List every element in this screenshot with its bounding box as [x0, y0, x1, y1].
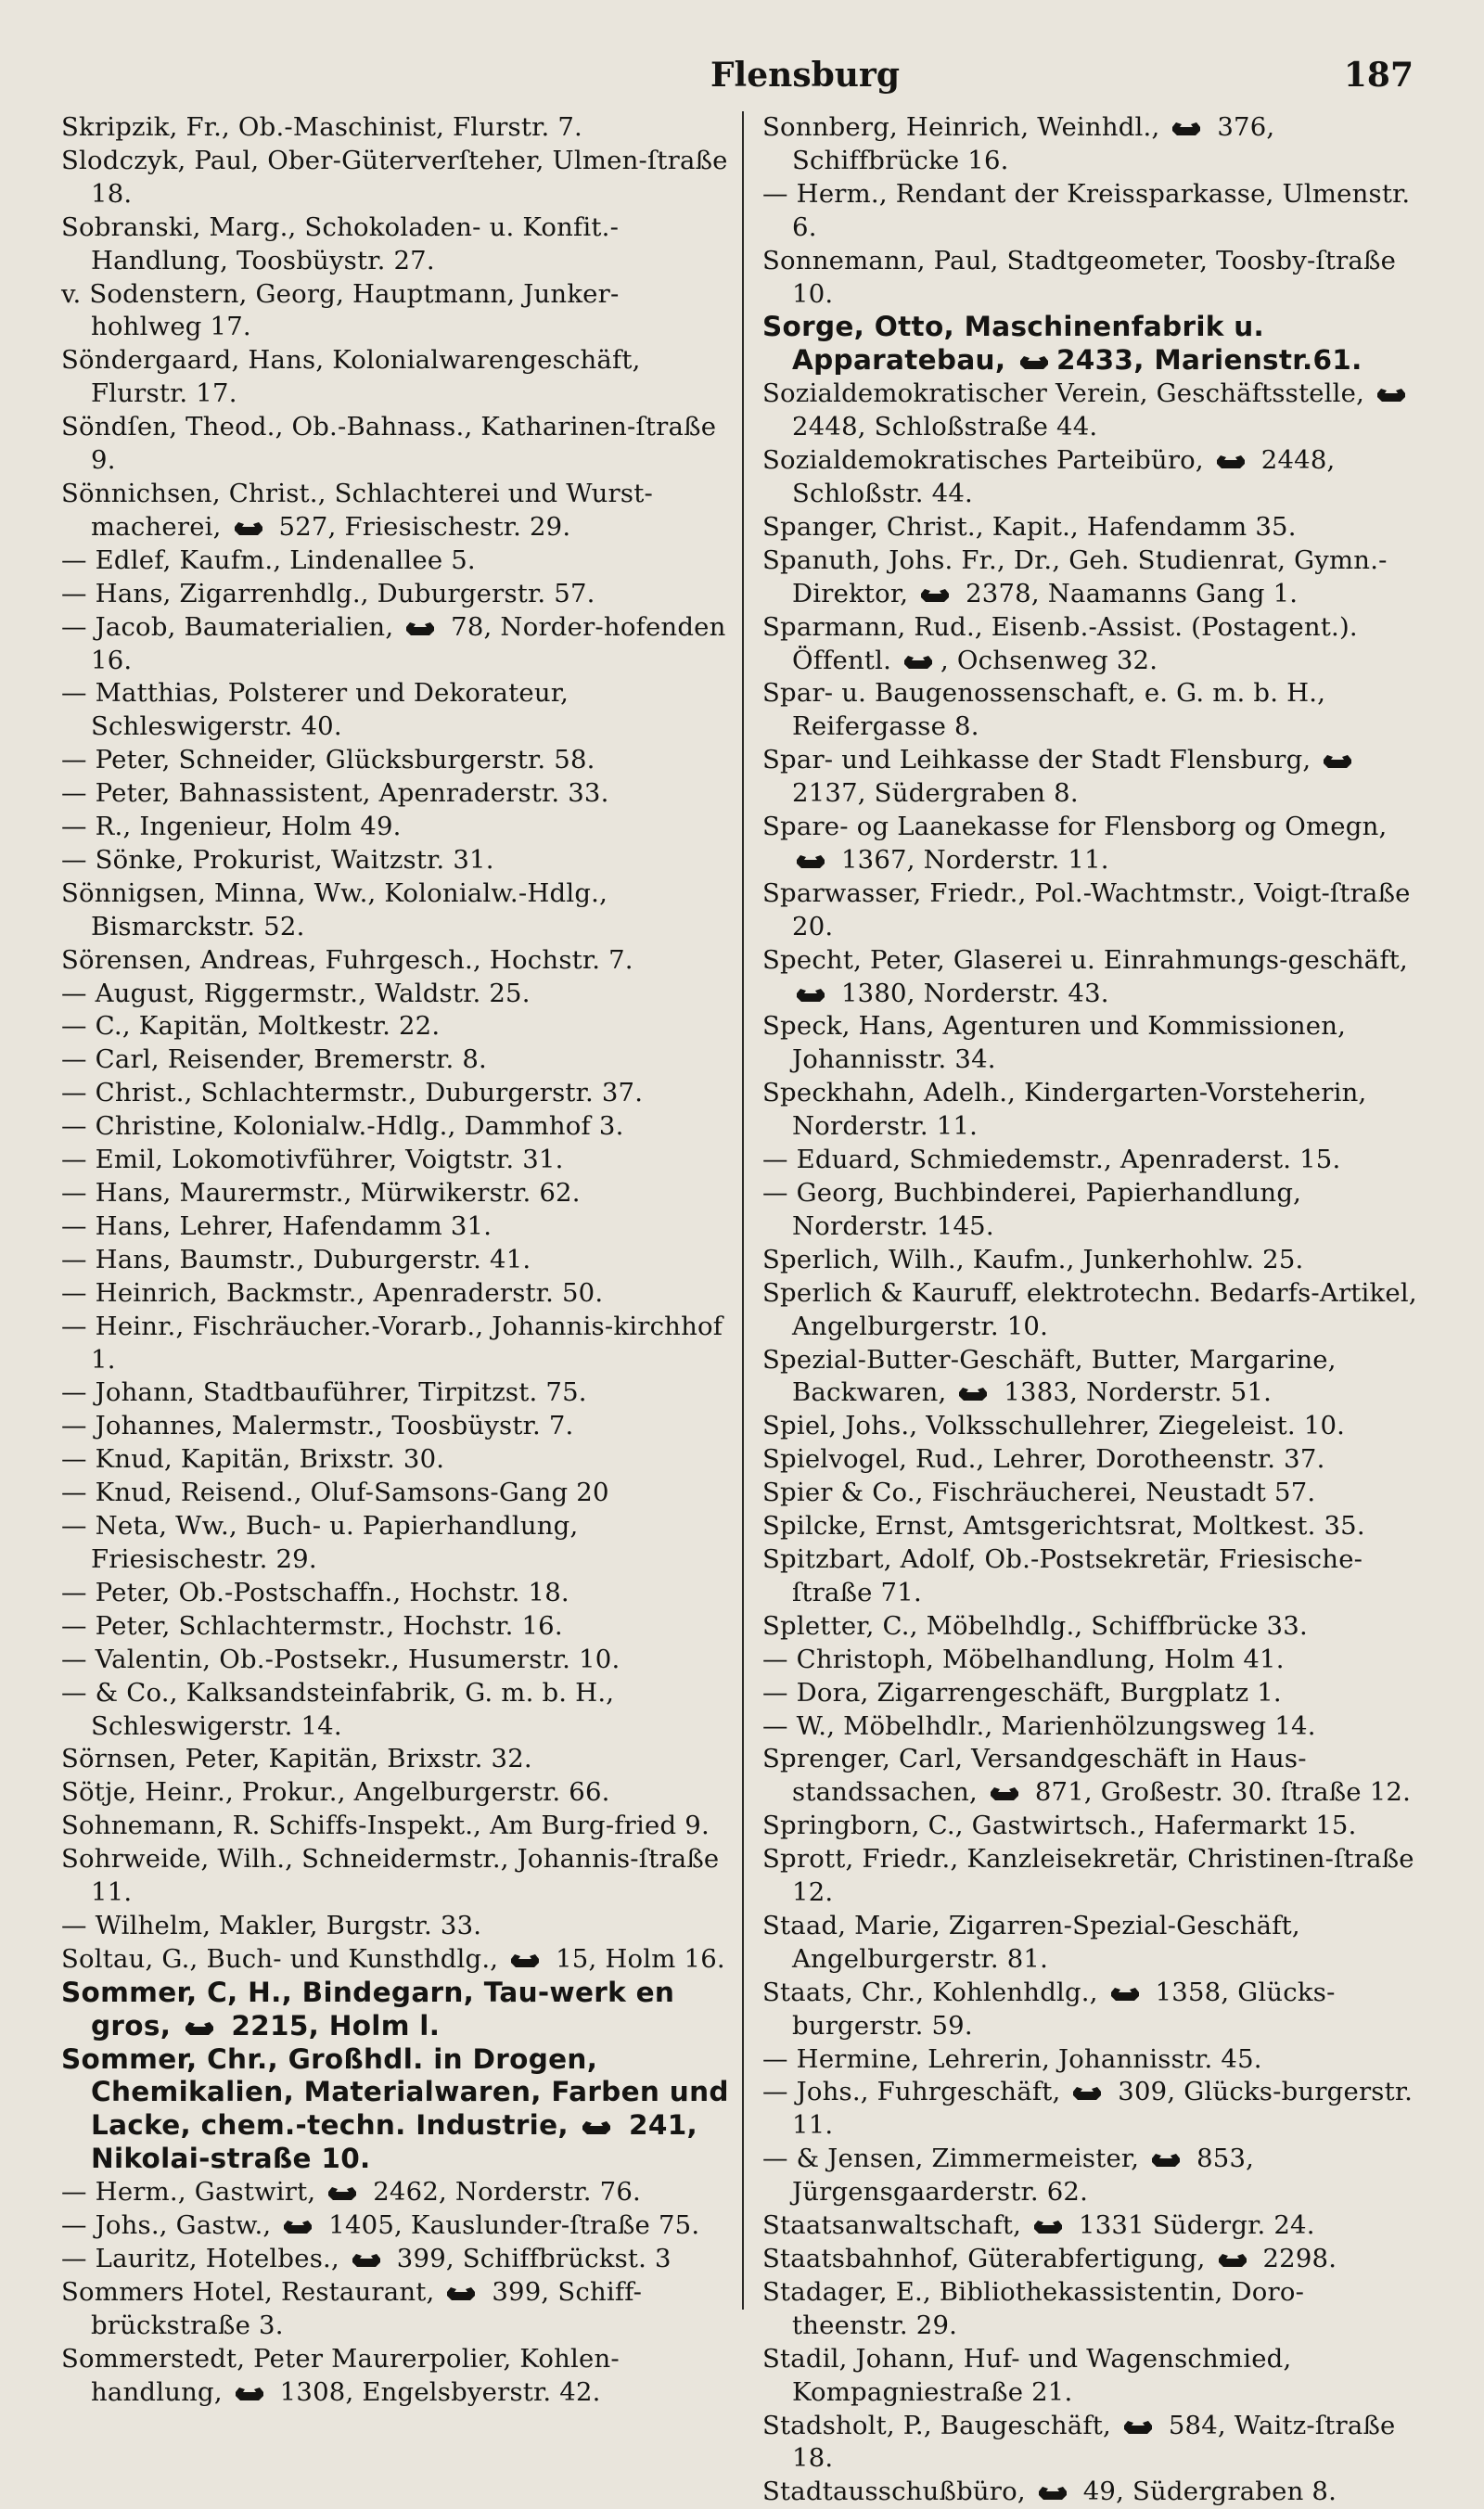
telephone-icon [1038, 2485, 1068, 2502]
entry-text: Sonnberg, Heinrich, Weinhdl., [762, 112, 1169, 142]
entry-text: Sommer, C, H., Bindegarn, Tau-werk en gros, [61, 1976, 675, 2042]
entry-text: — Peter, Schneider, Glücksburgerstr. 58. [61, 745, 595, 775]
entry-text: — Carl, Reisender, Bremerstr. 8. [61, 1044, 487, 1075]
entry-text: , Ochsenweg 32. [940, 645, 1158, 675]
entry-text: 527, Friesischestr. 29. [270, 511, 571, 542]
telephone-icon [958, 1386, 988, 1402]
telephone-icon [796, 987, 825, 1004]
entry-text: — Georg, Buchbinderei, Papierhandlung, Norderstr. 145. [762, 1178, 1302, 1241]
directory-entry [61, 1610, 729, 1644]
directory-entry [762, 1743, 1419, 1810]
directory-entry [61, 2209, 729, 2243]
directory-entry [762, 1177, 1419, 1244]
directory-entry [762, 2410, 1419, 2477]
entry-text: Soltau, G., Buch- und Kunsthdlg., [61, 1943, 507, 1974]
directory-entry [61, 1843, 729, 1910]
directory-entry [762, 744, 1419, 811]
entry-text: — Neta, Ww., Buch- u. Papierhandlung, Friesischestr. 29. [61, 1511, 579, 1574]
directory-entry [61, 811, 729, 844]
directory-entry [61, 2243, 729, 2276]
entry-text: Spanger, Christ., Kapit., Hafendamm 35. [762, 511, 1297, 542]
directory-entry [762, 1543, 1419, 1610]
directory-entry [762, 611, 1419, 678]
directory-entry [61, 1943, 729, 1977]
left-column [61, 111, 729, 2410]
page-number: 187 [1343, 56, 1414, 95]
telephone-icon [327, 2185, 357, 2202]
directory-entry [61, 611, 729, 678]
entry-text: — Edlef, Kaufm., Lindenallee 5. [61, 544, 476, 575]
directory-entry [762, 1710, 1419, 1744]
directory-entry [762, 2076, 1419, 2143]
entry-text: — & Co., Kalksandsteinfabrik, G. m. b. H., Schleswigerstr. 14. [61, 1677, 615, 1741]
entry-text: 2298. [1254, 2244, 1337, 2273]
directory-entry [762, 1344, 1419, 1411]
entry-text: 871, Großestr. 30. ſtraße 12. [1026, 1777, 1412, 1808]
entry-text: Staad, Marie, Zigarren-Spezial-Geschäft, Angelburgerstr. 81. [762, 1910, 1300, 1974]
directory-entry [762, 1077, 1419, 1144]
entry-text: Spier & Co., Fischräucherei, Neustadt 57. [762, 1478, 1316, 1508]
directory-entry [61, 278, 729, 345]
entry-text: — Herm., Gastwirt, [61, 2177, 325, 2208]
entry-text: Spiel, Johs., Volksschullehrer, Ziegeleist. 10. [762, 1411, 1346, 1441]
entry-text: 15, Holm 16. [547, 1943, 725, 1974]
page-header [61, 56, 1419, 109]
entry-text: — Heinrich, Backmstr., Apenraderstr. 50. [61, 1277, 604, 1308]
directory-entry [61, 1410, 729, 1443]
directory-entry [61, 2043, 729, 2177]
entry-text: 1380, Norderstr. 43. [833, 978, 1109, 1008]
entry-text: 241, Nikolai-straße 10. [91, 2109, 698, 2175]
entry-text: — Dora, Zigarrengeschäft, Burgplatz 1. [762, 1677, 1282, 1708]
directory-entry [762, 2243, 1419, 2276]
directory-entry [61, 1311, 729, 1377]
entry-text: 399, Schiffbrückst. 3 [388, 2244, 672, 2273]
directory-entry [61, 1144, 729, 1177]
directory-entry [61, 1644, 729, 1677]
entry-text: 853, Jürgensgaarderstr. 62. [792, 2144, 1255, 2208]
entry-text: — Wilhelm, Makler, Burgstr. 33. [61, 1910, 482, 1940]
entry-text: Stadsholt, P., Baugeschäft, [762, 2410, 1119, 2440]
entry-text: Sohrweide, Wilh., Schneidermstr., Johannis-ſtraße 11. [61, 1844, 720, 1908]
telephone-icon [1218, 2252, 1247, 2269]
entry-text: — W., Möbelhdlr., Marienhölzungsweg 14. [762, 1710, 1316, 1741]
directory-entry [61, 411, 729, 478]
directory-entry [61, 1010, 729, 1043]
directory-entry [61, 111, 729, 145]
directory-entry [762, 1144, 1419, 1177]
entry-text: Sprott, Friedr., Kanzleisekretär, Christinen-ſtraße 12. [762, 1844, 1414, 1908]
directory-entry [61, 2343, 729, 2410]
telephone-icon [1323, 753, 1352, 770]
entry-text: Sorge, Otto, Maschinenfabrik u. Apparatebau, [762, 311, 1265, 377]
directory-entry [762, 1910, 1419, 1977]
entry-text: 2462, Norderstr. 76. [365, 2177, 642, 2208]
directory-entry [61, 1177, 729, 1210]
entry-text: Sötje, Heinr., Prokur., Angelburgerstr. 66. [61, 1777, 610, 1808]
entry-text: 1383, Norderstr. 51. [995, 1377, 1273, 1408]
entry-text: — August, Riggermstr., Waldstr. 25. [61, 978, 531, 1008]
entry-text: — Knud, Reisend., Oluf-Samsons-Gang 20 [61, 1478, 609, 1508]
entry-text: — Herm., Rendant der Kreissparkasse, Ulmenstr. 6. [762, 178, 1411, 242]
directory-entry [61, 1677, 729, 1744]
directory-entry [762, 311, 1419, 378]
entry-text: — Jacob, Baumaterialien, [61, 611, 403, 642]
right-column [762, 111, 1419, 2509]
telephone-icon [185, 2020, 214, 2037]
entry-text: Söndſen, Theod., Ob.-Bahnass., Katharinen-ſtraße 9. [61, 412, 717, 476]
entry-text: Speckhahn, Adelh., Kindergarten-Vorsteherin, Norderstr. 11. [762, 1078, 1367, 1142]
entry-text: — Johs., Gastw., [61, 2210, 280, 2241]
telephone-icon [796, 853, 825, 870]
entry-text: Sönnichsen, Christ., Schlachterei und Wurst-macherei, [61, 478, 653, 542]
entry-text: Stadager, E., Bibliothekassistentin, Doro-theenstr. 29. [762, 2276, 1305, 2340]
directory-entry [61, 1376, 729, 1410]
entry-text: — Hans, Baumstr., Duburgerstr. 41. [61, 1244, 531, 1274]
entry-text: — Christine, Kolonialw.-Hdlg., Dammhof 3. [61, 1111, 624, 1142]
telephone-icon [1072, 2085, 1102, 2102]
telephone-icon [1216, 454, 1246, 470]
entry-text: Staatsbahnhof, Güterabfertigung, [762, 2244, 1214, 2273]
directory-entry [762, 1277, 1419, 1344]
directory-entry [61, 1110, 729, 1144]
entry-text: 49, Südergraben 8. [1074, 2477, 1337, 2507]
entry-text: Spanuth, Johs. Fr., Dr., Geh. Studienrat, Gymn.-Direktor, [762, 544, 1388, 608]
entry-text: Sommerstedt, Peter Maurerpolier, Kohlen-handlung, [61, 2343, 620, 2407]
directory-entry [762, 1410, 1419, 1443]
entry-text: 1358, Glücks-burgerstr. 59. [792, 1977, 1336, 2041]
entry-text: 2378, Naamanns Gang 1. [957, 578, 1298, 608]
entry-text: Spielvogel, Rud., Lehrer, Dorotheenstr. 37. [762, 1444, 1325, 1475]
telephone-icon [1151, 2152, 1181, 2169]
entry-text: Spar- und Leihkasse der Stadt Flensburg, [762, 745, 1320, 775]
entry-text: Skripzik, Fr., Ob.-Maschinist, Flurstr. 7. [61, 112, 582, 142]
entry-text: Sommer, Chr., Großhdl. in Drogen, Chemikalien, Materialwaren, Farben und Lacke, chem.-techn. Industrie, [61, 2042, 729, 2142]
entry-text: — Hermine, Lehrerin, Johannisstr. 45. [762, 2043, 1262, 2074]
entry-text: Sperlich, Wilh., Kaufm., Junkerhohlw. 25. [762, 1244, 1304, 1274]
directory-entry [61, 1443, 729, 1477]
directory-entry [762, 2143, 1419, 2209]
entry-text: 1405, Kauslunder-ſtraße 75. [320, 2210, 700, 2241]
entry-text: — Hans, Maurermstr., Mürwikerstr. 62. [61, 1178, 581, 1208]
directory-entry [61, 1810, 729, 1843]
directory-entry [762, 544, 1419, 611]
directory-entry [61, 1244, 729, 1277]
entry-text: Sörensen, Andreas, Fuhrgesch., Hochstr. 7. [61, 944, 633, 975]
directory-entry [762, 2043, 1419, 2077]
entry-text: — Hans, Lehrer, Hafendamm 31. [61, 1210, 493, 1241]
entry-text: 2137, Südergraben 8. [792, 778, 1079, 809]
directory-entry [762, 811, 1419, 877]
telephone-icon [1171, 121, 1201, 137]
directory-entry [762, 378, 1419, 444]
directory-entry [61, 1043, 729, 1077]
directory-entry [61, 578, 729, 611]
city-title: Flensburg [710, 56, 901, 95]
entry-text: 1331 Südergr. 24. [1070, 2210, 1315, 2241]
entry-text: Spezial-Butter-Geschäft, Butter, Margarine, Backwaren, [762, 1344, 1337, 1408]
directory-entry [762, 111, 1419, 178]
entry-text: — Sönke, Prokurist, Waitzstr. 31. [61, 844, 494, 875]
entry-text: 2448, Schloßstr. 44. [792, 445, 1336, 508]
telephone-icon [283, 2219, 313, 2235]
directory-entry [762, 944, 1419, 1011]
entry-text: Speck, Hans, Agenturen und Kommissionen, Johannisstr. 34. [762, 1011, 1347, 1075]
entry-text: — Peter, Schlachtermstr., Hochstr. 16. [61, 1610, 563, 1641]
telephone-icon [582, 2119, 611, 2136]
directory-entry [61, 1776, 729, 1810]
entry-text: Staats, Chr., Kohlenhdlg., [762, 1977, 1107, 2007]
entry-text: — Lauritz, Hotelbes., [61, 2244, 348, 2273]
directory-entry [61, 978, 729, 1011]
column-divider [742, 111, 744, 2310]
directory-entry [762, 178, 1419, 245]
entry-text: 2215, Holm l. [221, 2009, 441, 2042]
directory-entry [762, 1677, 1419, 1710]
entry-text: — Heinr., Fischräucher.-Vorarb., Johannis-kirchhof 1. [61, 1311, 723, 1375]
directory-entry [762, 511, 1419, 544]
telephone-icon [510, 1952, 540, 1969]
directory-entry [762, 877, 1419, 944]
directory-entry [762, 444, 1419, 511]
entry-text: 584, Waitz-ſtraße 18. [792, 2410, 1396, 2474]
entry-text: 78, Norder-hofenden 16. [91, 611, 726, 675]
directory-entry [61, 777, 729, 811]
entry-text: — Johannes, Malermstr., Toosbüystr. 7. [61, 1411, 574, 1441]
entry-text: Sparmann, Rud., Eisenb.-Assist. (Postagent.). Öffentl. [762, 611, 1358, 675]
entry-text: 399, Schiff-brückstraße 3. [91, 2276, 643, 2340]
directory-entry [762, 1810, 1419, 1843]
entry-text: — Hans, Zigarrenhdlg., Duburgerstr. 57. [61, 578, 595, 608]
entry-text: Sozialdemokratisches Parteibüro, [762, 445, 1212, 476]
directory-entry [762, 1010, 1419, 1077]
directory-entry [61, 211, 729, 278]
entry-text: Staatsanwaltschaft, [762, 2210, 1030, 2241]
directory-entry [762, 1244, 1419, 1277]
entry-text: Spilcke, Ernst, Amtsgerichtsrat, Moltkest. 35. [762, 1511, 1365, 1542]
entry-text: Sommers Hotel, Restaurant, [61, 2276, 443, 2307]
telephone-icon [234, 520, 263, 537]
entry-text: Spletter, C., Möbelhdlg., Schiffbrücke 33. [762, 1610, 1308, 1641]
entry-text: — & Jensen, Zimmermeister, [762, 2144, 1148, 2174]
directory-entry [762, 1510, 1419, 1543]
directory-entry [61, 1743, 729, 1776]
entry-text: Slodczyk, Paul, Ober-Güterverſteher, Ulmen-ſtraße 18. [61, 145, 728, 209]
entry-text: Sönnigsen, Minna, Ww., Kolonialw.-Hdlg., Bismarckstr. 52. [61, 877, 608, 941]
directory-entry [61, 344, 729, 411]
entry-text: Spar- u. Baugenossenschaft, e. G. m. b. H., Reifergasse 8. [762, 678, 1326, 742]
directory-entry [61, 1977, 729, 2043]
entry-text: v. Sodenstern, Georg, Hauptmann, Junker-hohlweg 17. [61, 278, 620, 342]
entry-text: — Christ., Schlachtermstr., Duburgerstr. 37. [61, 1078, 644, 1108]
telephone-icon [235, 2386, 264, 2402]
directory-entry [762, 1843, 1419, 1910]
telephone-icon [405, 621, 435, 637]
entry-text: Spare- og Laanekasse for Flensborg og Omegn, [762, 812, 1388, 842]
entry-text: Stadil, Johann, Huf- und Wagenschmied, Kompagniestraße 21. [762, 2343, 1292, 2407]
directory-entry [61, 1210, 729, 1244]
directory-entry [762, 2209, 1419, 2243]
entry-text: — Emil, Lokomotivführer, Voigtstr. 31. [61, 1145, 564, 1175]
entry-text: — Johann, Stadtbauführer, Tirpitzst. 75. [61, 1377, 587, 1408]
entry-text: Sörnsen, Peter, Kapitän, Brixstr. 32. [61, 1744, 532, 1774]
entry-text: Specht, Peter, Glaserei u. Einrahmungs-geschäft, [762, 944, 1408, 975]
directory-entry [61, 677, 729, 744]
entry-text: 1308, Engelsbyerstr. 42. [271, 2376, 601, 2407]
entry-text: 1367, Norderstr. 11. [833, 844, 1109, 875]
directory-entry [61, 478, 729, 544]
entry-text: Sozialdemokratischer Verein, Geschäftsstelle, [762, 378, 1374, 409]
entry-text: Stadtausschußbüro, [762, 2477, 1034, 2507]
entry-text: Sobranski, Marg., Schokoladen- u. Konfit.-Handlung, Toosbüystr. 27. [61, 211, 620, 275]
entry-text: Sperlich & Kauruff, elektrotechn. Bedarfs-Artikel, Angelburgerstr. 10. [762, 1277, 1417, 1341]
telephone-icon [990, 1786, 1019, 1802]
telephone-icon [1123, 2419, 1153, 2436]
telephone-icon [903, 654, 933, 671]
directory-entry [762, 2343, 1419, 2410]
directory-entry [61, 1577, 729, 1610]
entry-text: 2433, Marienstr.61. [1055, 344, 1362, 377]
directory-entry [762, 1477, 1419, 1510]
directory-entry [762, 1977, 1419, 2043]
entry-text: — Knud, Kapitän, Brixstr. 30. [61, 1444, 445, 1475]
telephone-icon [920, 587, 950, 604]
entry-text: — Christoph, Möbelhandlung, Holm 41. [762, 1644, 1285, 1674]
entry-text: Sparwasser, Friedr., Pol.-Wachtmstr., Voigt-ſtraße 20. [762, 877, 1411, 941]
directory-entry [762, 1610, 1419, 1644]
entry-text: 376, Schiffbrücke 16. [792, 112, 1275, 175]
directory-entry [762, 1644, 1419, 1677]
telephone-icon [1019, 354, 1049, 371]
entry-text: Söndergaard, Hans, Kolonialwarengeschäft, Flurstr. 17. [61, 345, 641, 409]
entry-text: Sprenger, Carl, Versandgeschäft in Haus-standssachen, [762, 1744, 1307, 1808]
directory-entry [61, 877, 729, 944]
telephone-icon [1376, 387, 1406, 403]
entry-text: — Eduard, Schmiedemstr., Apenraderst. 15. [762, 1145, 1341, 1175]
entry-text: — Matthias, Polsterer und Dekorateur, Schleswigerstr. 40. [61, 678, 569, 742]
entry-text: 2448, Schloßstraße 44. [792, 412, 1098, 442]
directory-entry [61, 944, 729, 978]
entry-text: — R., Ingenieur, Holm 49. [61, 812, 402, 842]
directory-entry [61, 1510, 729, 1577]
telephone-icon [1110, 1986, 1140, 2003]
entry-text: Spitzbart, Adolf, Ob.-Postsekretär, Friesische-ſtraße 71. [762, 1543, 1363, 1607]
directory-entry [61, 1277, 729, 1311]
entry-text: — Johs., Fuhrgeschäft, [762, 2077, 1069, 2107]
entry-text: 309, Glücks-burgerstr. 11. [792, 2077, 1414, 2141]
directory-entry [762, 677, 1419, 744]
directory-entry [61, 145, 729, 211]
directory-entry [61, 1477, 729, 1510]
telephone-icon [352, 2252, 381, 2269]
entry-text: Sohnemann, R. Schiffs-Inspekt., Am Burg-fried 9. [61, 1811, 710, 1841]
telephone-icon [446, 2285, 476, 2302]
directory-entry [61, 1077, 729, 1110]
directory-entry [61, 2276, 729, 2343]
entry-text: Springborn, C., Gastwirtsch., Hafermarkt 15. [762, 1811, 1357, 1841]
entry-text: — C., Kapitän, Moltkestr. 22. [61, 1011, 441, 1042]
entry-text: — Peter, Bahnassistent, Apenraderstr. 33. [61, 778, 609, 809]
directory-entry [762, 1443, 1419, 1477]
directory-entry [61, 544, 729, 578]
telephone-icon [1033, 2219, 1063, 2235]
directory-entry [762, 245, 1419, 312]
directory-entry [61, 744, 729, 777]
directory-columns [61, 111, 1419, 2507]
directory-entry [61, 1910, 729, 1943]
directory-entry [61, 844, 729, 877]
entry-text: — Peter, Ob.-Postschaffn., Hochstr. 18. [61, 1577, 569, 1607]
directory-entry [762, 2276, 1419, 2343]
directory-entry [762, 2476, 1419, 2509]
entry-text: — Valentin, Ob.-Postsekr., Husumerstr. 10. [61, 1644, 620, 1674]
directory-entry [61, 2176, 729, 2209]
entry-text: Sonnemann, Paul, Stadtgeometer, Toosby-ſtraße 10. [762, 245, 1397, 309]
